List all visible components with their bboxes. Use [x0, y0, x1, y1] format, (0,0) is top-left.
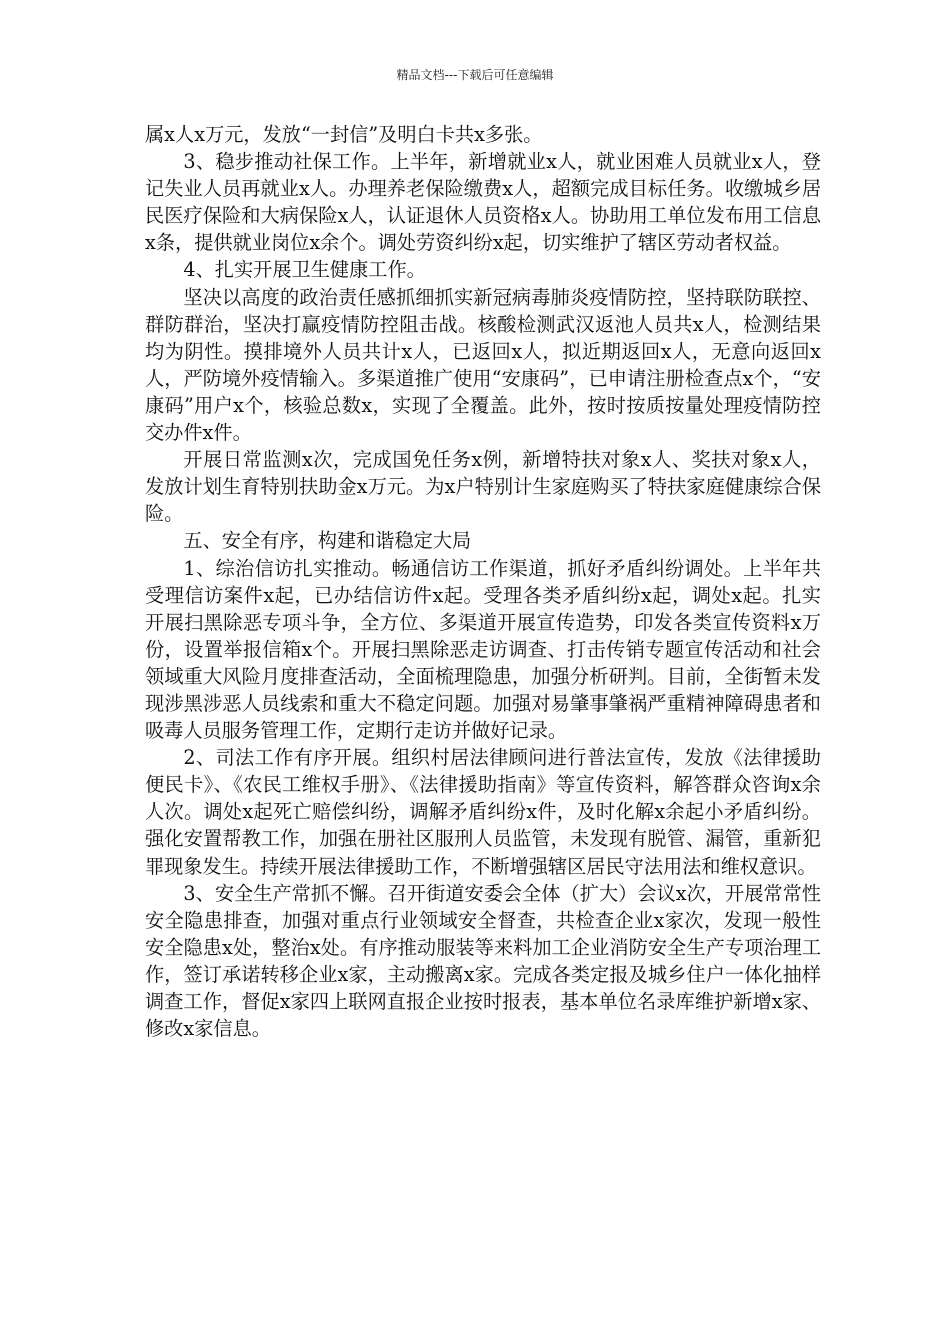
- paragraph: 2、司法工作有序开展。组织村居法律顾问进行普法宣传，发放《法律援助便民卡》、《农民工维权手册》、《法律援助指南》等宣传资料，解答群众咨询x余人次。调处x起死亡赔偿纠纷，调解矛盾纠纷x件，及时化解x余起小矛盾纠纷。强化安置帮教工作，加强在册社区服刑人员监管，未发现有脱管、漏管，重新犯罪现象发生。持续开展法律援助工作，不断增强辖区居民守法用法和维权意识。: [145, 746, 821, 878]
- section-heading: 4、扎实开展卫生健康工作。: [183, 258, 426, 282]
- paragraph: 3、稳步推动社保工作。上半年，新增就业x人，就业困难人员就业x人，登记失业人员再就业x人。办理养老保险缴费x人，超额完成目标任务。收缴城乡居民医疗保险和大病保险x人，认证退休人员资格x人。协助用工单位发布用工信息x条，提供就业岗位x余个。调处劳资纠纷x起，切实维护了辖区劳动者权益。: [145, 150, 821, 255]
- paragraph: 3、安全生产常抓不懈。召开街道安委会全体（扩大）会议x次，开展常常性安全隐患排查，加强对重点行业领域安全督查，共检查企业x家次，发现一般性安全隐患x处，整治x处。有序推动服装等来料加工企业消防安全生产专项治理工作，签订承诺转移企业x家，主动搬离x家。完成各类定报及城乡住户一体化抽样调查工作，督促x家四上联网直报企业按时报表，基本单位名录库维护新增x家、修改x家信息。: [145, 881, 821, 1041]
- paragraph: 开展日常监测x次，完成国免任务x例，新增特扶对象x人、奖扶对象x人，发放计划生育特别扶助金x万元。为x户特别计生家庭购买了特扶家庭健康综合保险。: [145, 448, 821, 526]
- section-heading: 五、安全有序，构建和谐稳定大局: [183, 529, 472, 553]
- paragraph: 属x人x万元，发放“一封信”及明白卡共x多张。: [145, 123, 543, 146]
- page-header: 精品文档---下载后可任意编辑: [396, 68, 554, 82]
- paragraph: 1、综治信访扎实推动。畅通信访工作渠道，抓好矛盾纠纷调处。上半年共受理信访案件x起，已办结信访件x起。受理各类矛盾纠纷x起，调处x起。扎实开展扫黑除恶专项斗争，全方位、多渠道开展宣传造势，印发各类宣传资料x万份，设置举报信箱x个。开展扫黑除恶走访调查、打击传销专题宣传活动和社会领域重大风险月度排查活动，全面梳理隐患，加强分析研判。目前，全街暂未发现涉黑涉恶人员线索和重大不稳定问题。加强对易肇事肇祸严重精神障碍患者和吸毒人员服务管理工作，定期行走访并做好记录。: [145, 556, 821, 743]
- paragraph: 坚决以高度的政治责任感抓细抓实新冠病毒肺炎疫情防控，坚持联防联控、群防群治，坚决打赢疫情防控阻击战。核酸检测武汉返池人员共x人，检测结果均为阴性。摸排境外人员共计x人，已返回x人，拟近期返回x人，无意向返回x人，严防境外疫情输入。多渠道推广使用“安康码”，已申请注册检查点x个，“安康码”用户x个，核验总数x，实现了全覆盖。此外，按时按质按量处理疫情防控交办件x件。: [145, 285, 821, 445]
- document-body: [145, 121, 821, 1042]
